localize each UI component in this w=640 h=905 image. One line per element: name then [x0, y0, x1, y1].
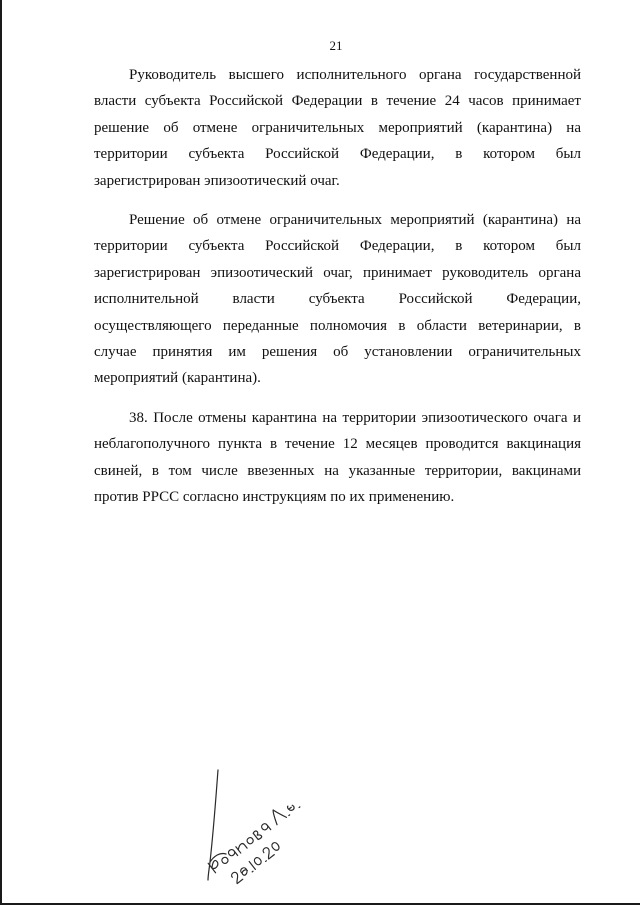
handwritten-signature [196, 766, 306, 886]
signature-drawing [196, 766, 306, 886]
page-number: 21 [329, 38, 343, 53]
scan-edge-left [0, 0, 2, 905]
paragraph-3: 38. После отмены карантина на территории эпизоотического очага и неблагополучного пункта в течение 12 месяцев проводится вакцинация свиней, в том числе ввезенных на указанные территории, вакцинами против РРСС согласно инструкциям по их применению. [94, 409, 581, 506]
body-text [94, 62, 581, 524]
paragraph-1: Руководитель высшего исполнительного органа государственной власти субъекта Российской Федерации в течение 24 часов принимает решение об отмене ограничительных мероприятий (карантина) на территории субъекта Российской Федерации, в котором был зарегистрирован эпизоотический очаг. [94, 67, 581, 189]
paragraph-2: Решение об отмене ограничительных мероприятий (карантина) на территории субъекта Российской Федерации, в котором был зарегистрирован эпизоотический очаг, принимает руководитель органа исполнительной власти субъекта Российской Федерации, осуществляющего переданные полномочия в области ветеринарии, в случае принятия им решения об установлении ограничительных мероприятий (карантина). [94, 212, 581, 387]
